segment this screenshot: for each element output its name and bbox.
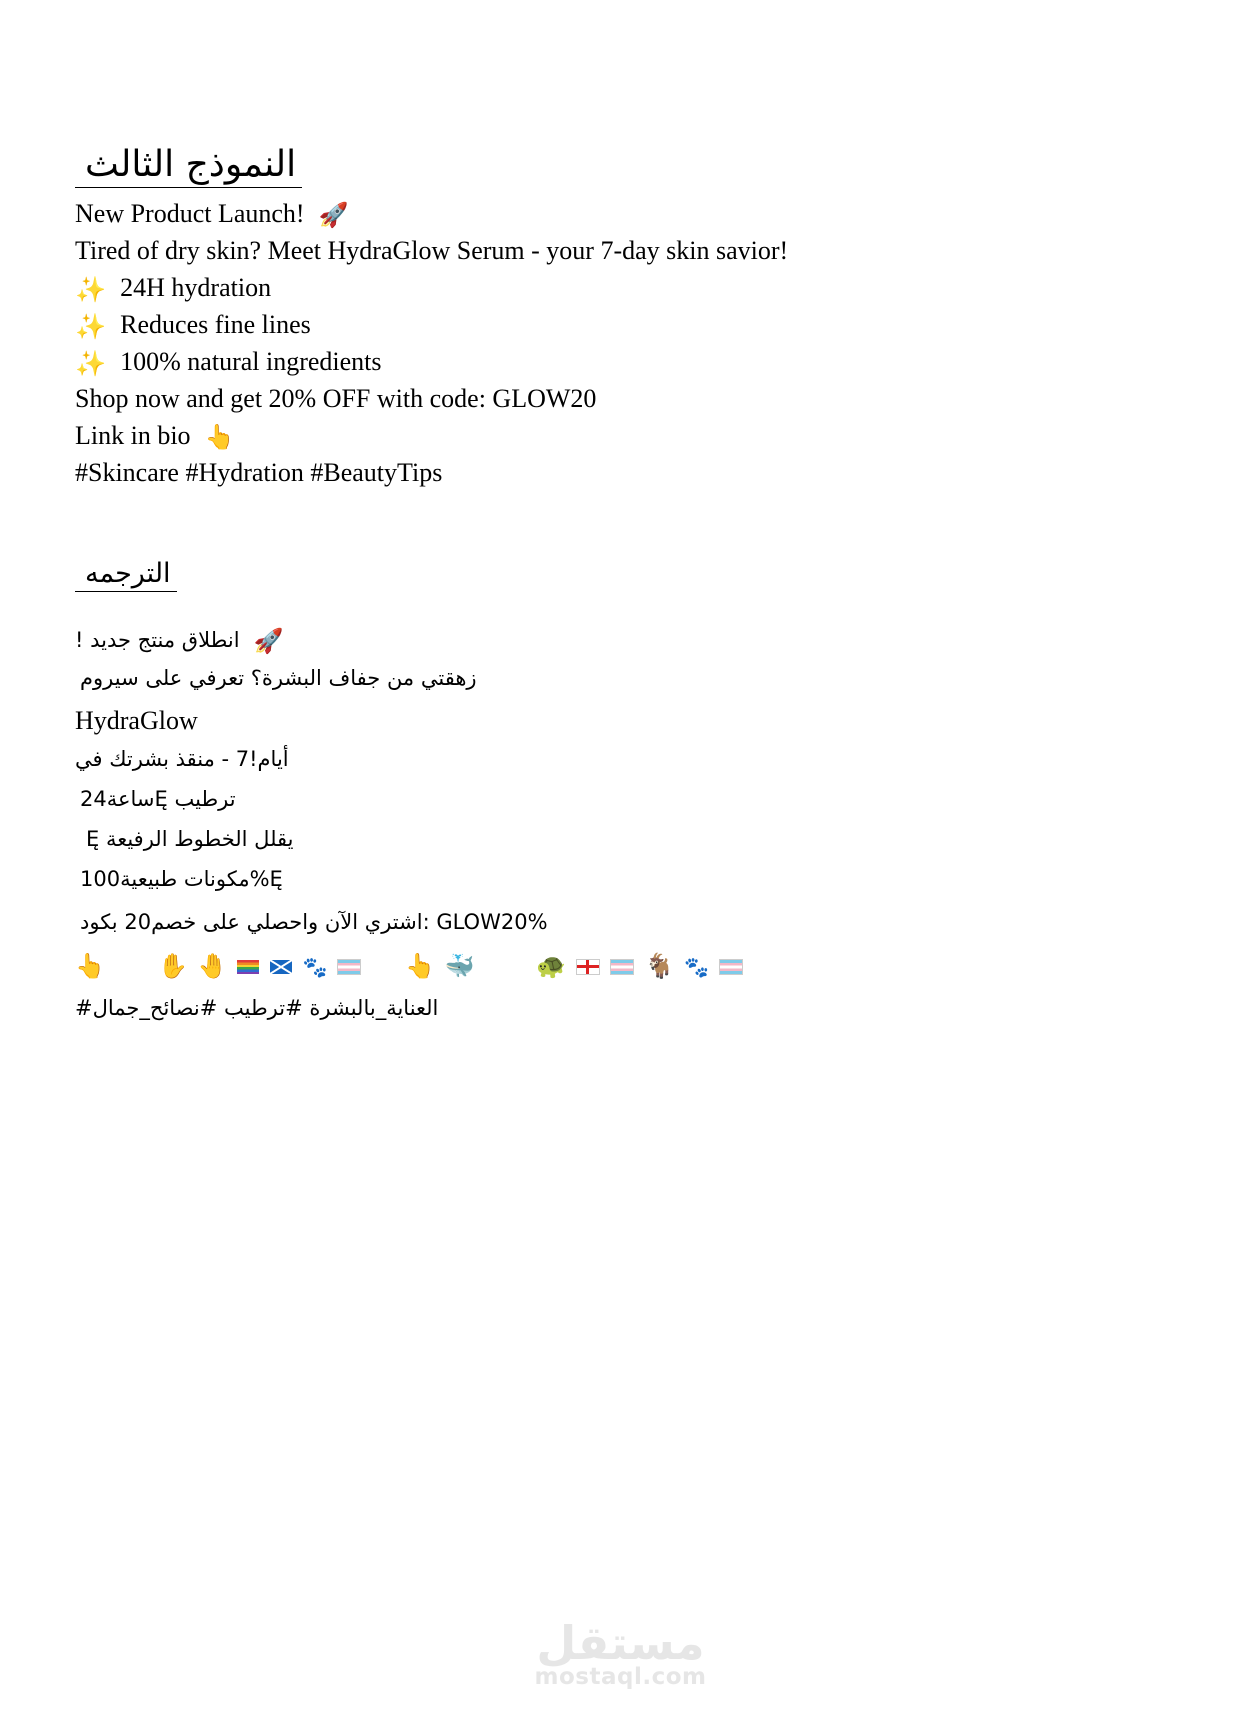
raised-hand-light-icon: 🤚: [197, 952, 228, 980]
pointing-up-icon: 👆: [405, 952, 436, 980]
whale-icon: 🐳: [444, 952, 475, 980]
pointing-up-icon: 👆: [204, 425, 235, 452]
english-line-link: Link in bio 👆: [75, 421, 235, 452]
transgender-flag-icon: [337, 959, 361, 975]
english-line-intro: Tired of dry skin? Meet HydraGlow Serum - your 7-day skin savior!: [75, 236, 789, 265]
english-bullet-hydration: ✨ 24H hydration: [75, 273, 272, 304]
arabic-line-natural: مكونات طبيعية100%Ę: [80, 867, 283, 891]
english-bullet-fine-lines: ✨ Reduces fine lines: [75, 310, 311, 341]
emoji-row: [75, 948, 746, 985]
watermark: [0, 1616, 1241, 1690]
sparkles-icon: ✨: [75, 276, 107, 304]
pointing-up-icon: 👆: [75, 952, 105, 980]
arabic-line-hydration: ساعة24Ę ترطيب: [80, 787, 236, 811]
sparkles-icon: ✨: [75, 313, 107, 341]
page-title: النموذج الثالث: [75, 142, 302, 188]
english-line-launch: New Product Launch! 🚀: [75, 199, 349, 230]
sparkles-icon: ✨: [75, 350, 107, 378]
transgender-flag-icon: [610, 959, 634, 975]
arabic-hashtags: #العناية_بالبشرة #ترطيب #نصائح_جمال: [75, 996, 439, 1020]
english-bullet-natural: ✨ 100% natural ingredients: [75, 347, 382, 378]
arabic-line-fine-lines: Ę يقلل الخطوط الرفيعة: [86, 827, 294, 851]
transgender-flag-icon: [719, 959, 743, 975]
turtle-icon: 🐢: [536, 952, 566, 980]
arabic-line-savior: أيام!7 - منقذ بشرتك في: [75, 747, 289, 771]
paw-prints-icon: 🐾: [684, 955, 710, 979]
scotland-flag-icon: [270, 960, 292, 974]
arabic-line-launch: انطلاق منتج جديد ! 🚀: [75, 627, 284, 655]
paw-prints-icon: 🐾: [302, 955, 328, 979]
english-hashtags: #Skincare #Hydration #BeautyTips: [75, 458, 443, 487]
rocket-icon: 🚀: [318, 203, 349, 230]
arabic-line-product: HydraGlow: [75, 706, 198, 735]
raised-hand-dark-icon: ✋: [158, 952, 189, 980]
rainbow-flag-icon: [237, 960, 259, 974]
translation-heading: الترجمه: [75, 557, 177, 592]
arabic-line-offer: اشتري الآن واحصلي على خصم20 بكود: GLOW20%: [80, 910, 548, 934]
english-line-offer: Shop now and get 20% OFF with code: GLOW20: [75, 384, 597, 413]
england-flag-icon: [576, 959, 600, 975]
watermark-logo: مستقل: [536, 1616, 705, 1670]
rocket-icon: 🚀: [253, 627, 284, 655]
watermark-url: mostaql.com: [534, 1664, 707, 1690]
goat-icon: 🐐: [644, 952, 675, 980]
arabic-line-intro: زهقتي من جفاف البشرة؟ تعرفي على سيروم: [80, 666, 477, 690]
